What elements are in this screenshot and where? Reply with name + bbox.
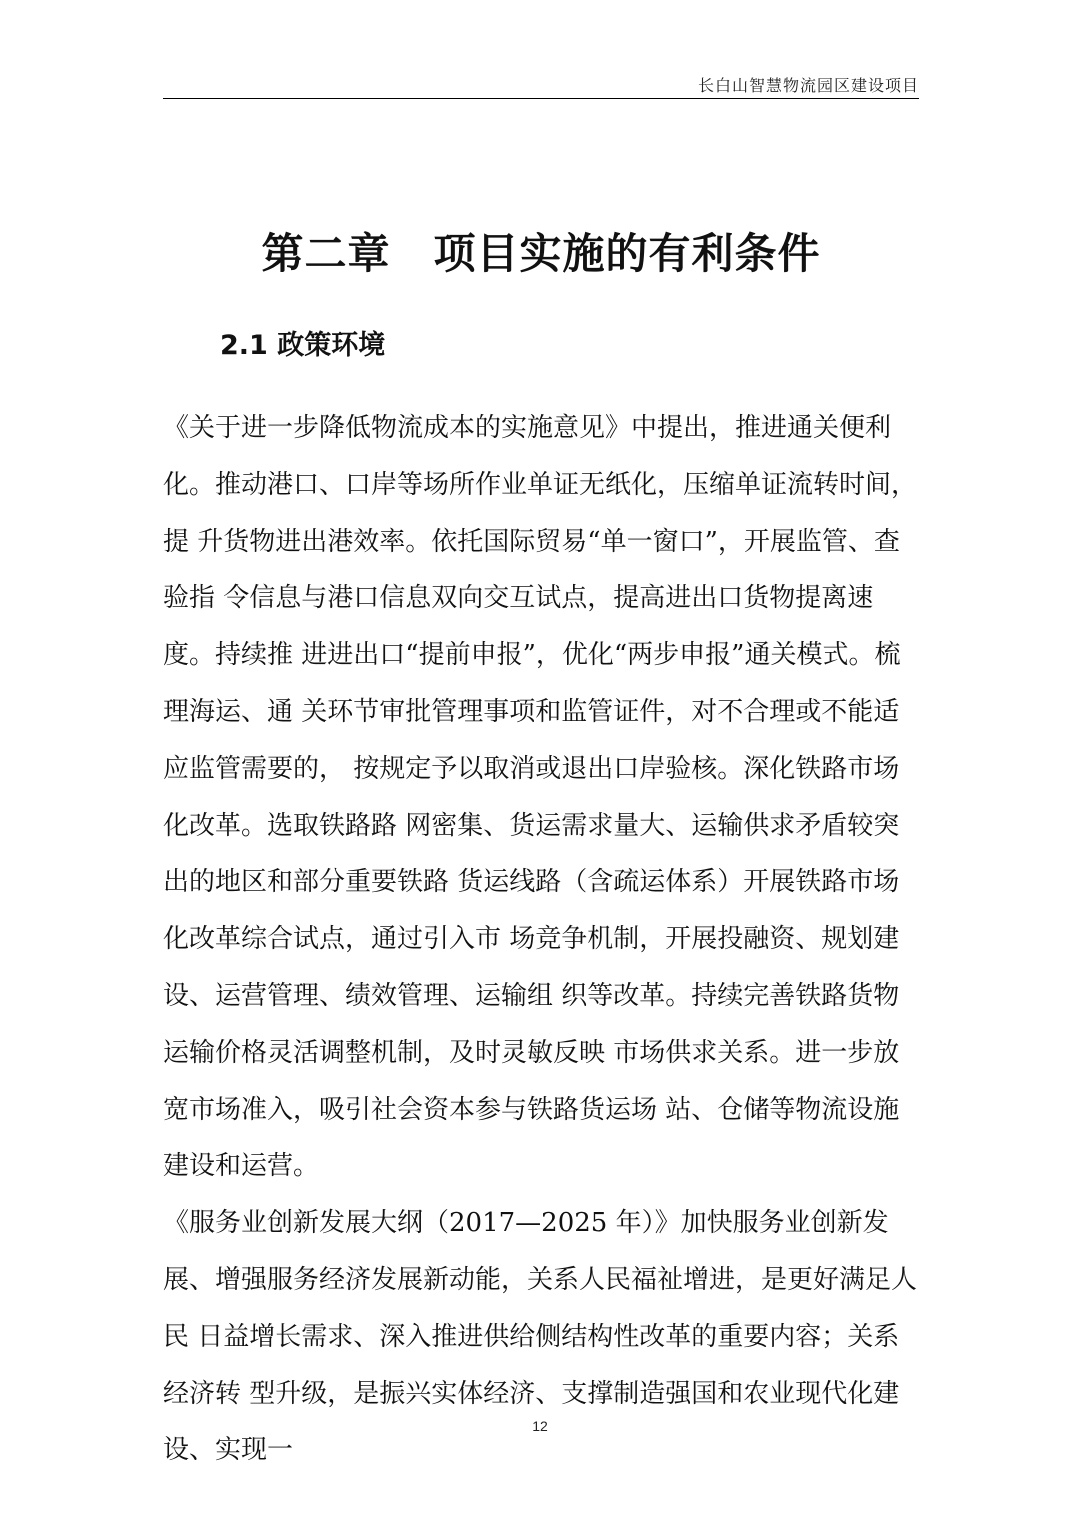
- paragraph-line: 网密集、货运需求量大、运输供求矛盾较突出的地区和部分重要铁路: [163, 810, 900, 898]
- chapter-title: 第二章 项目实施的有利条件: [261, 229, 821, 278]
- page-number: 12: [532, 1418, 548, 1434]
- paragraph-line: 日益增长需求、深入推进供给侧结构性改革的重要内容；关系经济转: [163, 1321, 900, 1409]
- paragraph-line: 进进出口“提前申报”，优化“两步申报”通关模式。梳理海运、通: [163, 640, 901, 727]
- paragraph-line: 场竞争机制，开展投融资、规划建设、运营管理、绩效管理、运输组: [163, 924, 900, 1011]
- paragraph-2: [163, 1195, 919, 1479]
- paragraph-line: 化。推动港口、口岸等场所作业单证无纸化，压缩单证流转时间，提: [163, 469, 918, 557]
- paragraph-line: 《服务业创新发展大纲（2017—2025 年）》加快服务业创新发: [163, 1208, 889, 1239]
- header-rule: [163, 98, 919, 99]
- running-header: 长白山智慧物流园区建设项目: [697, 76, 919, 95]
- paragraph-line: 型升级，是振兴实体经济、支撑制造强国和农业现代化建设、实现一: [163, 1378, 900, 1466]
- paragraph-line: 货运线路（含疏运体系）开展铁路市场化改革综合试点，通过引入市: [163, 867, 900, 955]
- paragraph-line: 站、仓储等物流设施建设和运营。: [163, 1094, 900, 1182]
- paragraph-line: 令信息与港口信息双向交互试点，提高进出口货物提离速度。持续推: [163, 583, 874, 671]
- section-title: 2.1 政策环境: [220, 330, 386, 361]
- paragraph-line: 织等改革。持续完善铁路货物运输价格灵活调整机制，及时灵敏反映: [163, 980, 900, 1068]
- paragraph-line: 《关于进一步降低物流成本的实施意见》中提出，推进通关便利: [163, 413, 892, 443]
- body-text: [163, 400, 919, 1479]
- paragraph-line: 按规定予以取消或退出口岸验核。深化铁路市场化改革。选取铁路路: [163, 753, 900, 841]
- paragraph-line: 市场供求关系。进一步放宽市场准入，吸引社会资本参与铁路货运场: [163, 1037, 900, 1125]
- paragraph-line: 升货物进出港效率。依托国际贸易“单一窗口”，开展监管、查验指: [163, 526, 900, 614]
- paragraph-line: 展、增强服务经济发展新动能，关系人民福祉增进，是更好满足人民: [163, 1264, 918, 1352]
- paragraph-line: 关环节审批管理事项和监管证件，对不合理或不能适应监管需要的，: [163, 696, 900, 784]
- paragraph-1: [163, 400, 919, 1195]
